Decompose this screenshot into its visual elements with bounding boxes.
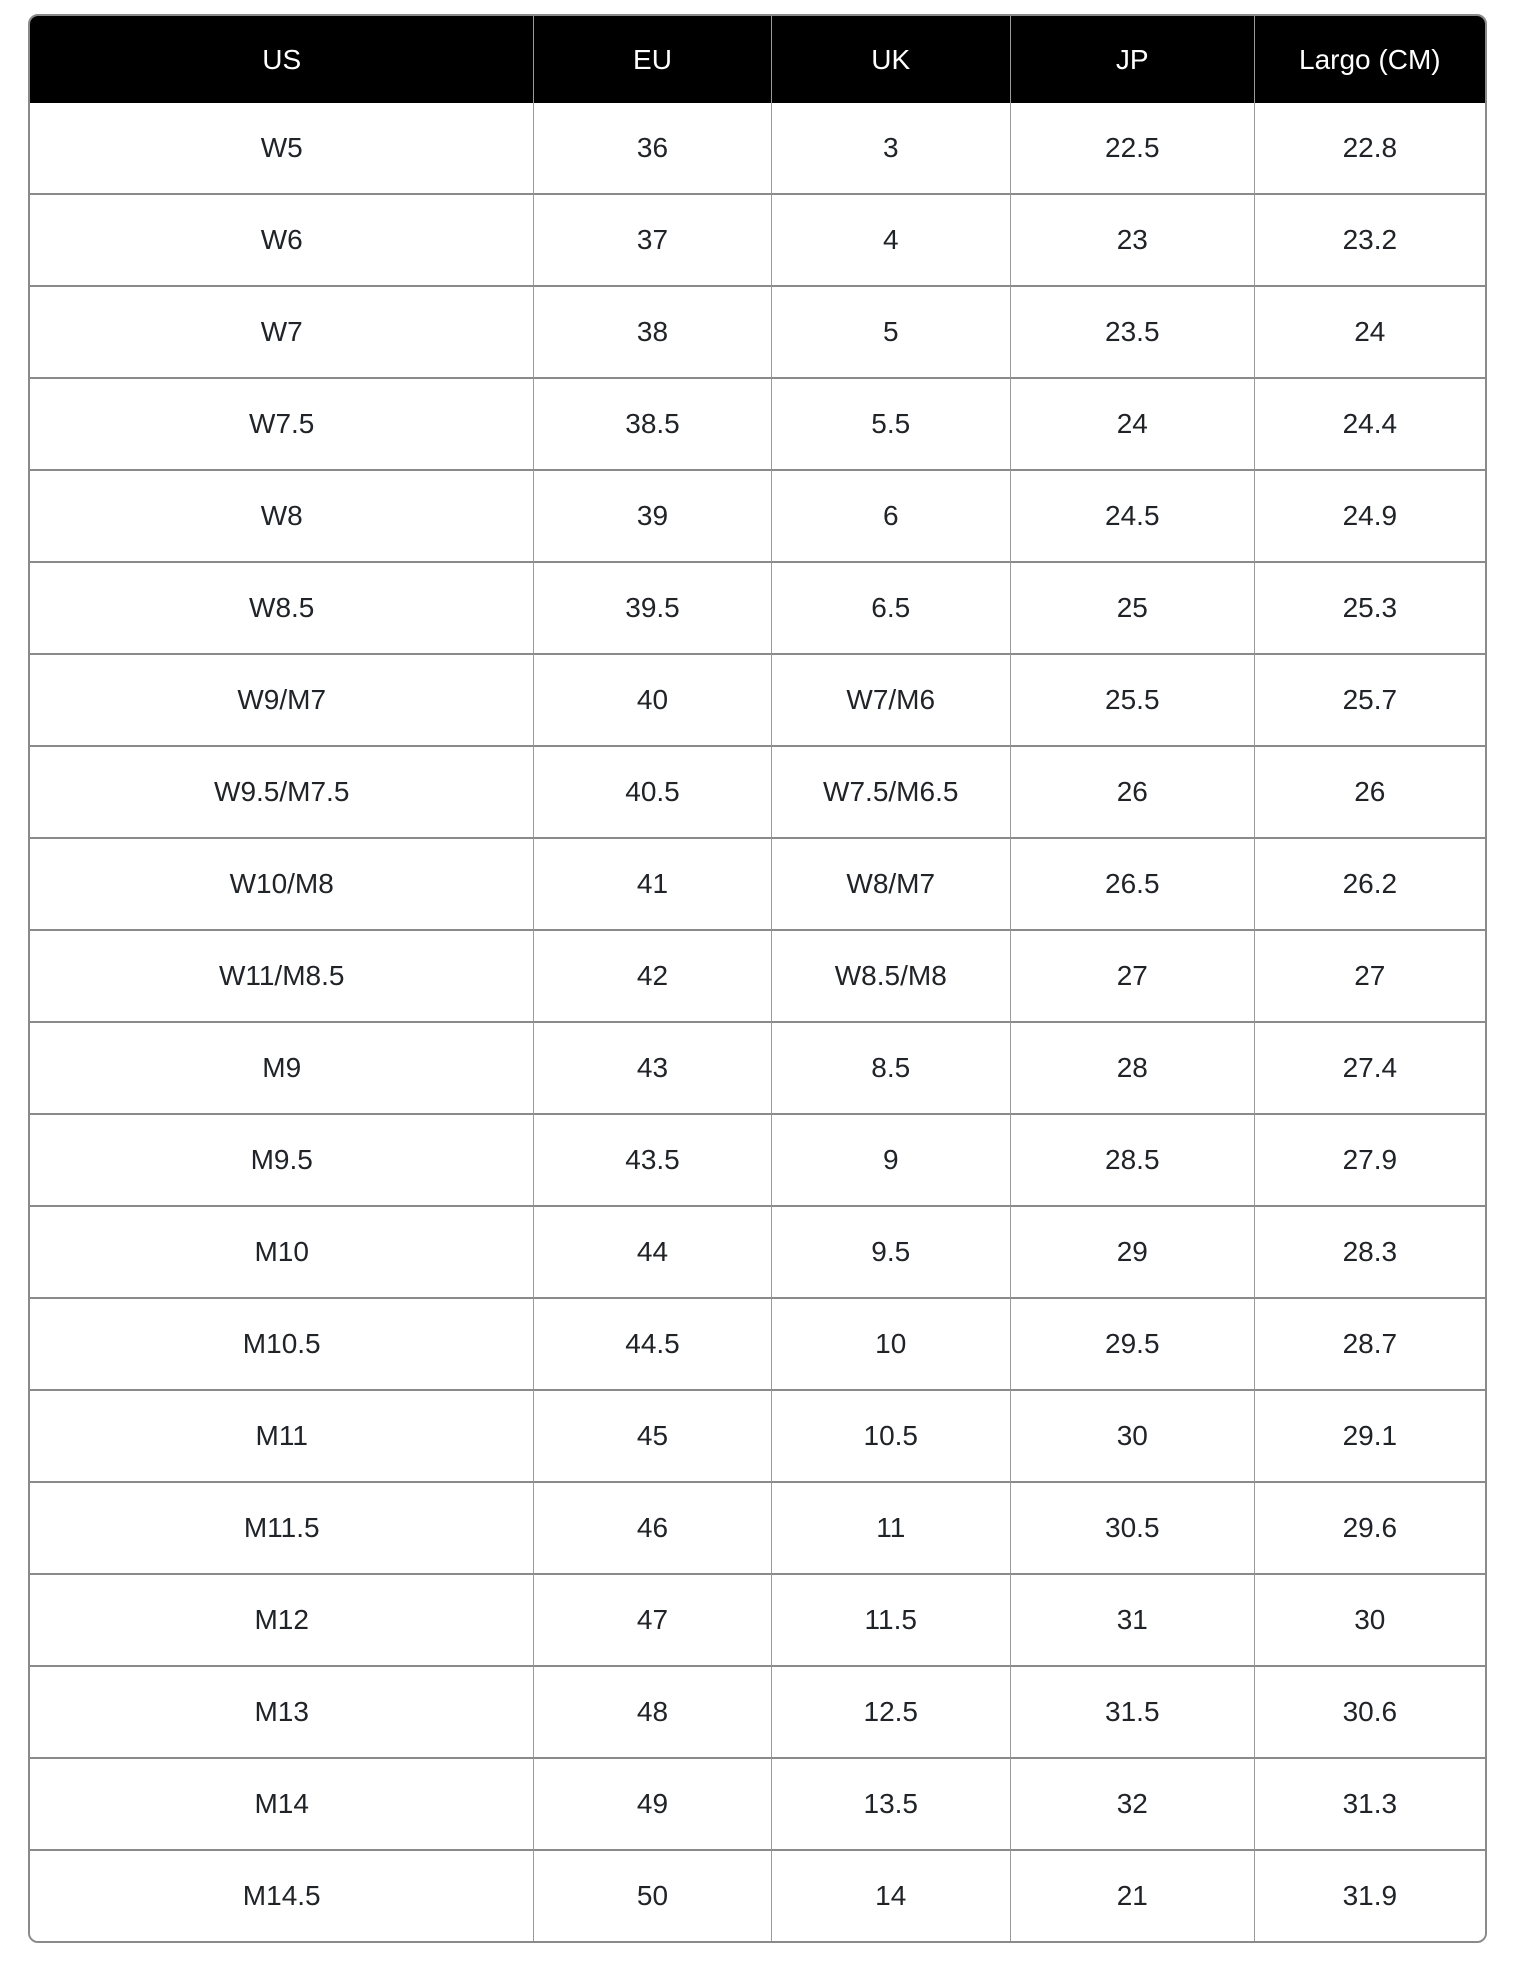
cell-eu: 39.5	[533, 561, 770, 653]
cell-uk: 5.5	[771, 377, 1010, 469]
cell-uk: W7/M6	[771, 653, 1010, 745]
table-row	[30, 285, 1485, 377]
cell-us: M10	[30, 1205, 533, 1297]
size-table	[30, 16, 1485, 1941]
cell-jp: 25.5	[1010, 653, 1254, 745]
cell-eu: 41	[533, 837, 770, 929]
cell-eu: 40.5	[533, 745, 770, 837]
cell-largo-cm: 27.4	[1254, 1021, 1485, 1113]
cell-uk: 11	[771, 1481, 1010, 1573]
cell-uk: W7.5/M6.5	[771, 745, 1010, 837]
cell-us: M9.5	[30, 1113, 533, 1205]
cell-jp: 26.5	[1010, 837, 1254, 929]
column-header-largo-cm: Largo (CM)	[1254, 16, 1485, 103]
cell-uk: 8.5	[771, 1021, 1010, 1113]
table-row	[30, 561, 1485, 653]
cell-eu: 40	[533, 653, 770, 745]
cell-eu: 38	[533, 285, 770, 377]
cell-largo-cm: 28.7	[1254, 1297, 1485, 1389]
column-header-uk: UK	[771, 16, 1010, 103]
cell-jp: 29.5	[1010, 1297, 1254, 1389]
cell-jp: 28.5	[1010, 1113, 1254, 1205]
cell-uk: 13.5	[771, 1757, 1010, 1849]
cell-largo-cm: 24	[1254, 285, 1485, 377]
cell-eu: 42	[533, 929, 770, 1021]
table-row	[30, 1573, 1485, 1665]
cell-largo-cm: 31.9	[1254, 1849, 1485, 1941]
cell-eu: 49	[533, 1757, 770, 1849]
cell-uk: 9	[771, 1113, 1010, 1205]
cell-uk: 9.5	[771, 1205, 1010, 1297]
cell-largo-cm: 23.2	[1254, 193, 1485, 285]
cell-jp: 32	[1010, 1757, 1254, 1849]
table-row	[30, 1205, 1485, 1297]
table-header	[30, 16, 1485, 103]
cell-us: M10.5	[30, 1297, 533, 1389]
table-row	[30, 1113, 1485, 1205]
cell-largo-cm: 28.3	[1254, 1205, 1485, 1297]
cell-largo-cm: 27	[1254, 929, 1485, 1021]
table-row	[30, 1849, 1485, 1941]
table-row	[30, 745, 1485, 837]
cell-us: M14	[30, 1757, 533, 1849]
cell-eu: 38.5	[533, 377, 770, 469]
table-row	[30, 103, 1485, 193]
table-row	[30, 1389, 1485, 1481]
cell-us: W11/M8.5	[30, 929, 533, 1021]
column-header-us: US	[30, 16, 533, 103]
cell-largo-cm: 31.3	[1254, 1757, 1485, 1849]
cell-us: M11.5	[30, 1481, 533, 1573]
cell-us: M14.5	[30, 1849, 533, 1941]
cell-eu: 43.5	[533, 1113, 770, 1205]
cell-us: M12	[30, 1573, 533, 1665]
cell-eu: 48	[533, 1665, 770, 1757]
cell-jp: 28	[1010, 1021, 1254, 1113]
cell-largo-cm: 29.1	[1254, 1389, 1485, 1481]
cell-us: W8	[30, 469, 533, 561]
cell-largo-cm: 24.9	[1254, 469, 1485, 561]
cell-uk: 6	[771, 469, 1010, 561]
cell-largo-cm: 30.6	[1254, 1665, 1485, 1757]
cell-us: W9/M7	[30, 653, 533, 745]
cell-eu: 43	[533, 1021, 770, 1113]
cell-jp: 24	[1010, 377, 1254, 469]
cell-uk: 4	[771, 193, 1010, 285]
header-row	[30, 16, 1485, 103]
cell-largo-cm: 25.7	[1254, 653, 1485, 745]
cell-largo-cm: 25.3	[1254, 561, 1485, 653]
cell-jp: 27	[1010, 929, 1254, 1021]
cell-us: W8.5	[30, 561, 533, 653]
cell-jp: 31.5	[1010, 1665, 1254, 1757]
cell-us: M9	[30, 1021, 533, 1113]
cell-uk: 6.5	[771, 561, 1010, 653]
cell-us: M11	[30, 1389, 533, 1481]
table-row	[30, 1665, 1485, 1757]
cell-largo-cm: 22.8	[1254, 103, 1485, 193]
table-row	[30, 1481, 1485, 1573]
table-row	[30, 837, 1485, 929]
cell-uk: 10	[771, 1297, 1010, 1389]
cell-eu: 39	[533, 469, 770, 561]
cell-largo-cm: 27.9	[1254, 1113, 1485, 1205]
table-row	[30, 377, 1485, 469]
cell-largo-cm: 26.2	[1254, 837, 1485, 929]
cell-jp: 31	[1010, 1573, 1254, 1665]
cell-uk: W8.5/M8	[771, 929, 1010, 1021]
cell-eu: 47	[533, 1573, 770, 1665]
cell-us: W5	[30, 103, 533, 193]
cell-jp: 25	[1010, 561, 1254, 653]
cell-uk: 12.5	[771, 1665, 1010, 1757]
table-row	[30, 929, 1485, 1021]
cell-uk: W8/M7	[771, 837, 1010, 929]
cell-jp: 21	[1010, 1849, 1254, 1941]
cell-us: W7.5	[30, 377, 533, 469]
cell-eu: 50	[533, 1849, 770, 1941]
cell-us: M13	[30, 1665, 533, 1757]
cell-us: W9.5/M7.5	[30, 745, 533, 837]
cell-eu: 44	[533, 1205, 770, 1297]
cell-jp: 29	[1010, 1205, 1254, 1297]
table-row	[30, 193, 1485, 285]
cell-us: W10/M8	[30, 837, 533, 929]
table-row	[30, 1757, 1485, 1849]
table-row	[30, 1297, 1485, 1389]
size-conversion-table	[28, 14, 1487, 1943]
cell-jp: 24.5	[1010, 469, 1254, 561]
table-row	[30, 469, 1485, 561]
column-header-eu: EU	[533, 16, 770, 103]
cell-uk: 3	[771, 103, 1010, 193]
cell-largo-cm: 30	[1254, 1573, 1485, 1665]
cell-largo-cm: 26	[1254, 745, 1485, 837]
cell-jp: 23.5	[1010, 285, 1254, 377]
cell-eu: 37	[533, 193, 770, 285]
cell-jp: 22.5	[1010, 103, 1254, 193]
cell-eu: 36	[533, 103, 770, 193]
cell-jp: 30.5	[1010, 1481, 1254, 1573]
cell-eu: 45	[533, 1389, 770, 1481]
cell-jp: 30	[1010, 1389, 1254, 1481]
cell-eu: 44.5	[533, 1297, 770, 1389]
table-row	[30, 1021, 1485, 1113]
cell-eu: 46	[533, 1481, 770, 1573]
table-row	[30, 653, 1485, 745]
cell-us: W7	[30, 285, 533, 377]
cell-uk: 11.5	[771, 1573, 1010, 1665]
column-header-jp: JP	[1010, 16, 1254, 103]
cell-uk: 10.5	[771, 1389, 1010, 1481]
cell-uk: 5	[771, 285, 1010, 377]
cell-jp: 26	[1010, 745, 1254, 837]
cell-largo-cm: 24.4	[1254, 377, 1485, 469]
cell-jp: 23	[1010, 193, 1254, 285]
cell-uk: 14	[771, 1849, 1010, 1941]
cell-us: W6	[30, 193, 533, 285]
cell-largo-cm: 29.6	[1254, 1481, 1485, 1573]
table-body	[30, 103, 1485, 1941]
